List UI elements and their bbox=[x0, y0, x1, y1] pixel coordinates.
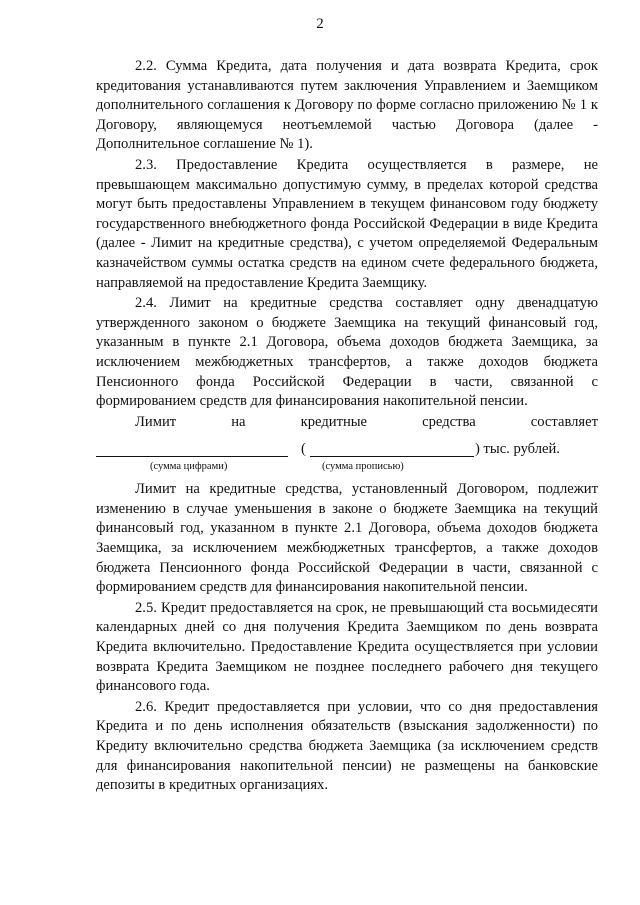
amount-words-blank bbox=[310, 456, 474, 457]
paragraph-limit-change: Лимит на кредитные средства, установленный Договором, подлежит изменению в случае уменьшения в законе о бюджете Заемщика на текущий финансовый год, указанном в пункте 2.1 Договора, объема доходов бюджета Заемщика, за исключением межбюджетных трансфертов, а также доходов бюджета Пенсионного фонда Российской Федерации в части, связанной с формированием средств для финансирования накопительной пенсии. bbox=[96, 481, 598, 596]
open-paren: ( bbox=[301, 441, 306, 458]
paragraph-2-2: 2.2. Сумма Кредита, дата получения и дата возврата Кредита, срок кредитования устанавливаются путем заключения Управлением и Заемщиком дополнительного соглашения к Договору по форме согласно приложению № 1 к Договору, являющемуся неотъемлемой частью Договора (далее - Дополнительное соглашение № 1). bbox=[96, 58, 598, 153]
document-body bbox=[96, 57, 598, 797]
amount-unit: ) тыс. рублей. bbox=[475, 441, 560, 458]
paragraph-2-5: 2.5. Кредит предоставляется на срок, не превышающий ста восьмидесяти календарных дней со дня получения Кредита Заемщиком по день возврата Кредита включительно. Предоставление Кредита осуществляется при условии возврата Кредита Заемщиком не позднее последнего рабочего дня текущего финансового года. bbox=[96, 599, 598, 695]
page-number: 2 bbox=[316, 16, 324, 32]
limit-statement: Лимит на кредитные средства составляет bbox=[135, 413, 598, 430]
amount-digits-blank bbox=[96, 456, 288, 457]
paragraph-2-3: 2.3. Предоставление Кредита осуществляется в размере, не превышающем максимально допустимую сумму, в пределах которой средства могут быть предоставлены Управлением в текущем финансовом году бюджету государственного внебюджетного фонда Российской Федерации в виде Кредита (далее - Лимит на кредитные средства), с учетом определяемой Федеральным казначейством суммы остатка средств на едином счете федерального бюджета, направляемой на предоставление Кредита Заемщику. bbox=[96, 156, 598, 291]
paragraph-2-6: 2.6. Кредит предоставляется при условии, что со дня предоставления Кредита и по день исполнения обязательств (взыскания задолженности) по Кредиту включительно средства бюджета Заемщика (за исключением средств для финансирования накопительной пенсии) не размещены на банковские депозиты в кредитных организациях. bbox=[96, 698, 598, 794]
caption-words: (сумма прописью) bbox=[322, 461, 404, 473]
caption-digits: (сумма цифрами) bbox=[150, 461, 228, 473]
limit-amount-fill-in bbox=[96, 440, 598, 480]
paragraph-2-4: 2.4. Лимит на кредитные средства составляет одну двенадцатую утвержденного законом о бюджете Заемщика на текущий финансовый год, указанным в пункте 2.1 Договора, объема доходов бюджета Заемщика, за исключением межбюджетных трансфертов, а также доходов бюджета Пенсионного фонда Российской Федерации в части, связанной с формированием средств для финансирования накопительной пенсии. bbox=[96, 295, 598, 410]
